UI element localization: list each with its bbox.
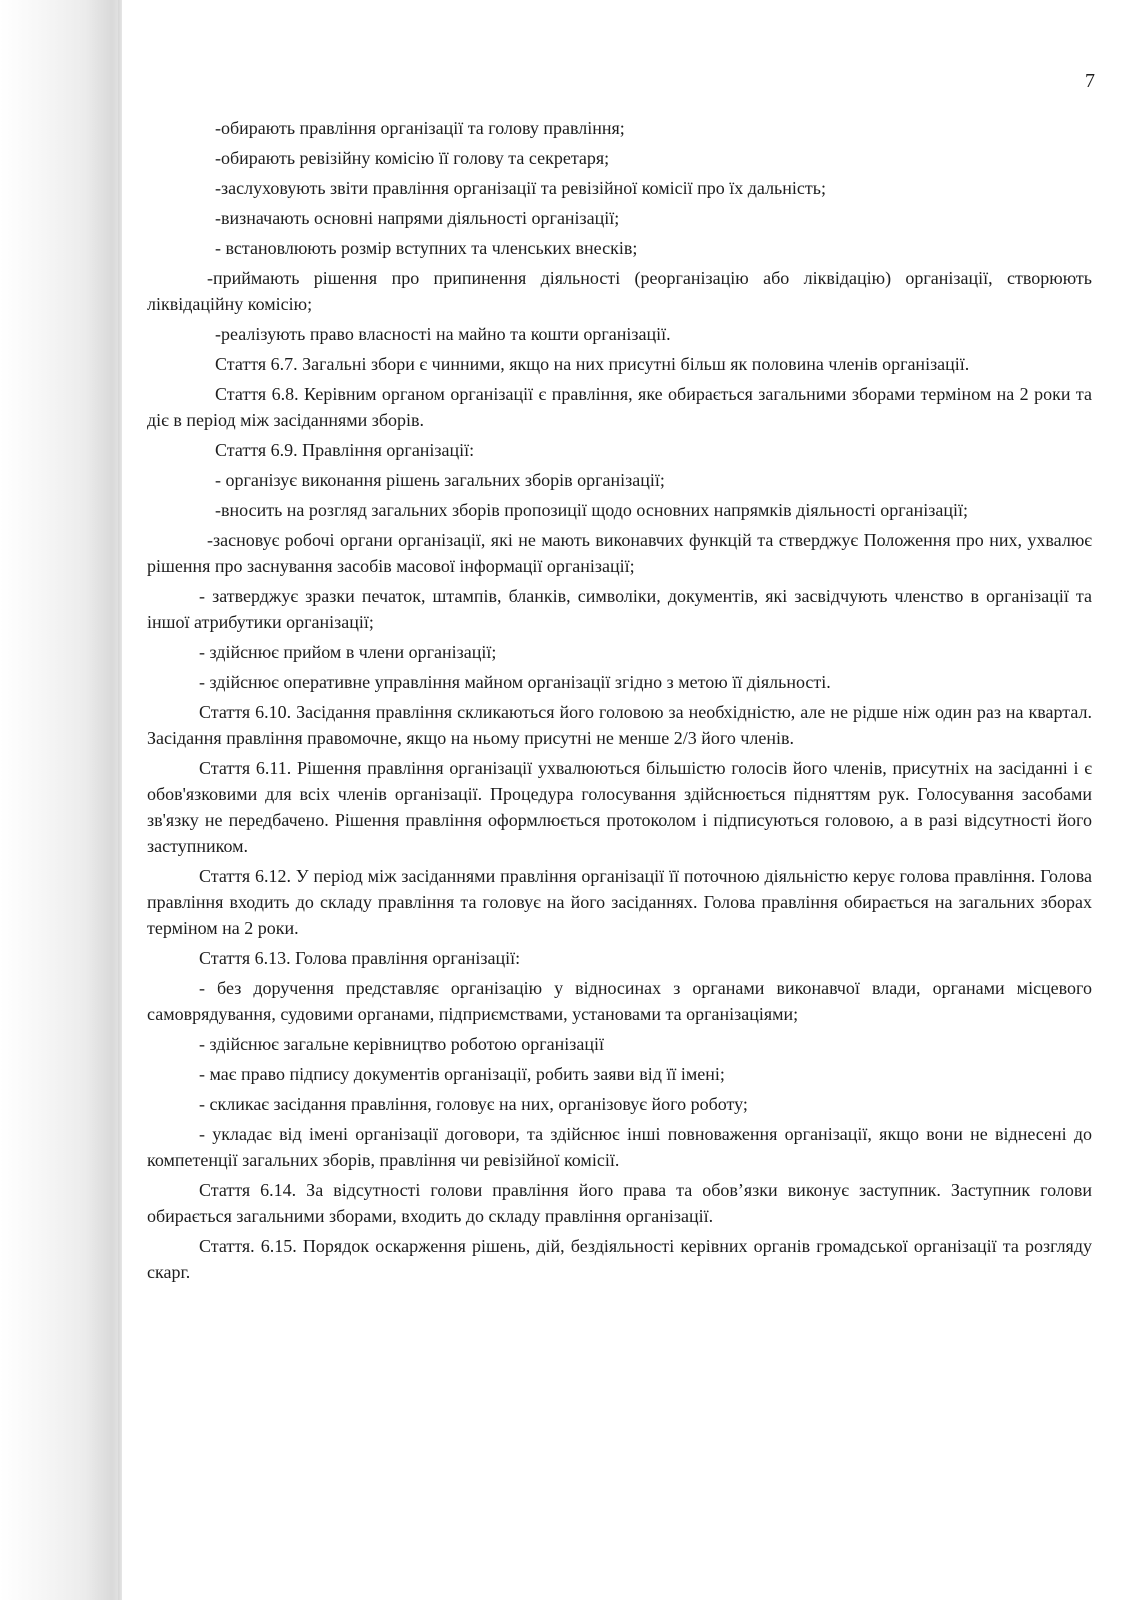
paragraph: -вносить на розгляд загальних зборів пропозиції щодо основних напрямків діяльності організації; (215, 500, 968, 520)
paragraph: Стаття 6.7. Загальні збори є чинними, якщо на них присутні більш як половина членів організації. (215, 354, 970, 374)
paragraph: - здійснює прийом в члени організації; (199, 642, 497, 662)
paragraph: - здійснює загальне керівництво роботою організації (199, 1034, 604, 1054)
paragraph: Стаття. 6.15. Порядок оскарження рішень, дій, бездіяльності керівних органів громадської організації та розгляду скарг. (147, 1236, 1092, 1282)
paragraph: Стаття 6.14. За відсутності голови правління його права та обов’язки виконує заступник. Заступник голови обирається загальними зборами, входить до складу правління організації. (147, 1180, 1092, 1226)
paragraph: Стаття 6.9. Правління організації: (215, 440, 475, 460)
paragraph: -визначають основні напрями діяльності організації; (215, 208, 620, 228)
paragraph: Стаття 6.11. Рішення правління організації ухвалюються більшістю голосів його членів, присутніх на засіданні і є обов'язковими для всіх членів організації. Процедура голосування здійснюється підняттям рук. Голосування засобами зв'язку не передбачено. Рішення правління оформлюється протоколом і підписуються головою, а в разі відсутності його заступником. (147, 758, 1092, 856)
paragraph: Стаття 6.8. Керівним органом організації є правління, яке обирається загальними зборами терміном на 2 роки та діє в період між засіданнями зборів. (147, 384, 1092, 430)
paragraph: -засновує робочі органи організації, які не мають виконавчих функцій та стверджує Положення про них, ухвалює рішення про заснування засобів масової інформації організації; (147, 530, 1092, 576)
paragraph: - укладає від імені організації договори, та здійснює інші повноваження організації, якщо вони не віднесені до компетенції загальних зборів, правління чи ревізійної комісії. (147, 1124, 1092, 1170)
paragraph: Стаття 6.13. Голова правління організації: (199, 948, 521, 968)
paragraph: Стаття 6.12. У період між засіданнями правління організації її поточною діяльністю керує голова правління. Голова правління входить до складу правління та головує на його засіданнях. Голова правління обирається на загальних зборах терміном на 2 роки. (147, 866, 1092, 938)
paragraph: -приймають рішення про припинення діяльності (реорганізацію або ліквідацію) організації, створюють ліквідаційну комісію; (147, 268, 1092, 314)
scan-page-edge (118, 0, 122, 1600)
paragraph: -реалізують право власності на майно та кошти організації. (215, 324, 671, 344)
paragraph: -обирають ревізійну комісію її голову та секретаря; (215, 148, 610, 168)
paragraph: - має право підпису документів організації, робить заяви від її імені; (199, 1064, 725, 1084)
paragraph: -обирають правління організації та голову правління; (215, 118, 625, 138)
document-body (147, 115, 1092, 1285)
paragraph: - організує виконання рішень загальних зборів організації; (215, 470, 665, 490)
paragraph: - встановлюють розмір вступних та членських внесків; (215, 238, 638, 258)
scan-binding-shadow (0, 0, 122, 1600)
paragraph: - скликає засідання правління, головує на них, організовує його роботу; (199, 1094, 748, 1114)
paragraph: - затверджує зразки печаток, штампів, бланків, символіки, документів, які засвідчують членство в організації та іншої атрибутики організації; (147, 586, 1092, 632)
paragraph: - здійснює оперативне управління майном організації згідно з метою її діяльності. (199, 672, 831, 692)
paragraph: Стаття 6.10. Засідання правління скликаються його головою за необхідністю, але не рідше ніж один раз на квартал. Засідання правління правомочне, якщо на ньому присутні не менше 2/3 його членів. (147, 702, 1092, 748)
paragraph: - без доручення представляє організацію у відносинах з органами виконавчої влади, органами місцевого самоврядування, судовими органами, підприємствами, установами та організаціями; (147, 978, 1092, 1024)
page-number: 7 (1085, 70, 1095, 92)
paragraph: -заслуховують звіти правління організації та ревізійної комісії про їх дальність; (215, 178, 826, 198)
